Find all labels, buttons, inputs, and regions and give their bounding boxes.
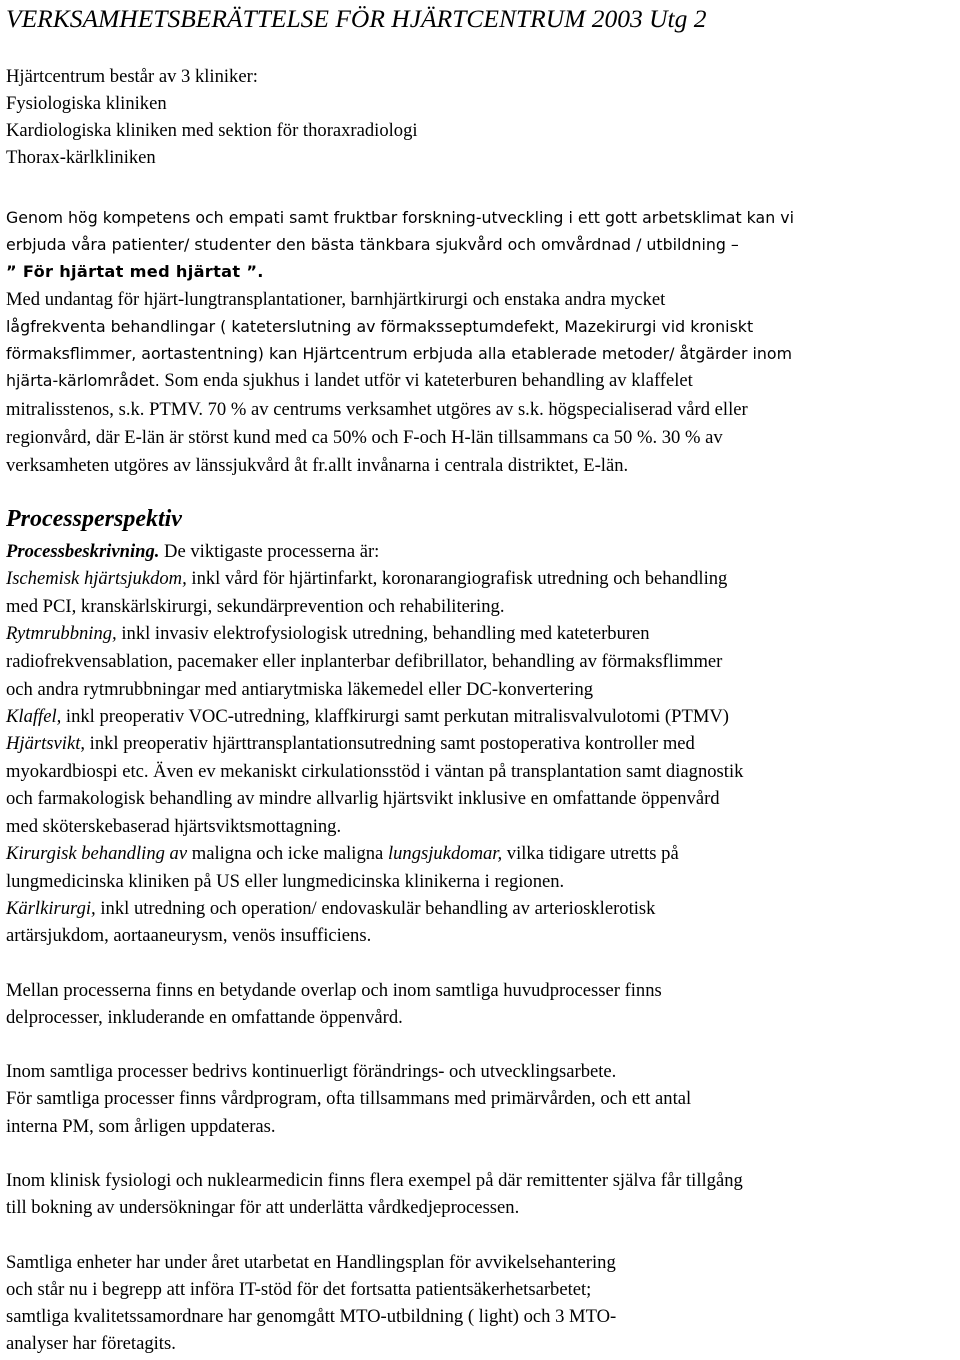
process-text: artärsjukdom, aortaaneurysm, venös insufficiens. [6, 925, 372, 946]
safety-text: samtliga kvalitetssamordnare har genomgått MTO-utbildning ( light) och 3 MTO- [6, 1306, 617, 1327]
improvement-text: interna PM, som årligen uppdateras. [6, 1116, 276, 1137]
page-title: VERKSAMHETSBERÄTTELSE FÖR HJÄRTCENTRUM 2003 Utg 2 [6, 4, 707, 33]
process-karl: Kärlkirurgi, inkl utredning och operation/ endovaskulär behandling av arteriosklerotisk [6, 898, 656, 919]
process-text: med PCI, kranskärlskirurgi, sekundärprevention och rehabilitering. [6, 596, 505, 617]
section-heading-process: Processperspektiv [6, 506, 182, 532]
physiology-text: Inom klinisk fysiologi och nuklearmedicin finns flera exempel på där remittenter själva får tillgång [6, 1170, 743, 1191]
vision-text: Genom hög kompetens och empati samt fruktbar forskning-utveckling i ett gott arbetsklimat kan vi [6, 208, 794, 227]
process-text: och andra rytmrubbningar med antiarytmiska läkemedel eller DC-konvertering [6, 679, 594, 700]
overlap-text: delprocesser, inkluderande en omfattande öppenvård. [6, 1007, 403, 1028]
clinic-item: Kardiologiska kliniken med sektion för thoraxradiologi [6, 120, 418, 141]
improvement-text: För samtliga processer finns vårdprogram, ofta tillsammans med primärvården, och ett antal [6, 1088, 692, 1109]
vision-text: erbjuda våra patienter/ studenter den bästa tänkbara sjukvård och omvårdnad / utbildning – [6, 235, 739, 254]
safety-text: analyser har företagits. [6, 1333, 176, 1354]
physiology-text: till bokning av undersökningar för att underlätta vårdkedjeprocessen. [6, 1197, 520, 1218]
process-ischemi: Ischemisk hjärtsjukdom, inkl vård för hjärtinfarkt, koronarangiografisk utredning och behandling [6, 568, 728, 589]
overlap-text: Mellan processerna finns en betydande overlap och inom samtliga huvudprocesser finns [6, 980, 662, 1001]
process-kir: Kirurgisk behandling av maligna och icke maligna lungsjukdomar, vilka tidigare utretts på [6, 843, 679, 864]
scope-text: Med undantag för hjärt-lungtransplantationer, barnhjärtkirurgi och enstaka andra mycket [6, 289, 666, 310]
process-text: radiofrekvensablation, pacemaker eller inplanterbar defibrillator, behandling av förmaksflimmer [6, 651, 723, 672]
process-text: och farmakologisk behandling av mindre allvarlig hjärtsvikt inklusive en omfattande öppenvård [6, 788, 720, 809]
process-text: med sköterskebaserad hjärtsviktsmottagning. [6, 816, 342, 837]
process-klaff: Klaffel, inkl preoperativ VOC-utredning, klaffkirurgi samt perkutan mitralisvalvulotomi (PTMV) [6, 706, 729, 727]
process-rytm: Rytmrubbning, inkl invasiv elektrofysiologisk utredning, behandling med kateterburen [6, 623, 650, 644]
safety-text: och står nu i begrepp att införa IT-stöd för det fortsatta patientsäkerhetsarbetet; [6, 1279, 592, 1300]
improvement-text: Inom samtliga processer bedrivs kontinuerligt förändrings- och utvecklingsarbete. [6, 1061, 617, 1082]
process-text: myokardbiospi etc. Även ev mekaniskt cirkulationsstöd i väntan på transplantation samt diagnostik [6, 761, 744, 782]
slogan: ” För hjärtat med hjärtat ”. [6, 262, 264, 281]
safety-text: Samtliga enheter har under året utarbetat en Handlingsplan för avvikelsehantering [6, 1252, 616, 1273]
scope-text: lågfrekventa behandlingar ( kateterslutning av förmaksseptumdefekt, Mazekirurgi vid kroniskt [6, 317, 754, 336]
process-svikt: Hjärtsvikt, inkl preoperativ hjärttransplantationsutredning samt postoperativa kontroller med [6, 733, 695, 754]
scope-text: mitralisstenos, s.k. PTMV. 70 % av centrums verksamhet utgöres av s.k. högspecialiserad vård eller [6, 399, 748, 420]
process-text: lungmedicinska kliniken på US eller lungmedicinska klinikerna i regionen. [6, 871, 565, 892]
clinic-item: Thorax-kärlkliniken [6, 147, 156, 168]
scope-text: verksamheten utgöres av länssjukvård åt fr.allt invånarna i centrala distriktet, E-län. [6, 455, 629, 476]
scope-text: hjärta-kärlområdet. Som enda sjukhus i landet utför vi kateterburen behandling av klaffelet [6, 370, 693, 391]
clinic-item: Fysiologiska kliniken [6, 93, 167, 114]
scope-text: regionvård, där E-län är störst kund med ca 50% och F-och H-län tillsammans ca 50 %. 30 % av [6, 427, 723, 448]
scope-text: förmaksflimmer, aortastentning) kan Hjärtcentrum erbjuda alla etablerade metoder/ åtgärder inom [6, 344, 792, 363]
process-intro: Processbeskrivning. De viktigaste processerna är: [6, 541, 380, 562]
intro-heading: Hjärtcentrum består av 3 kliniker: [6, 66, 258, 87]
